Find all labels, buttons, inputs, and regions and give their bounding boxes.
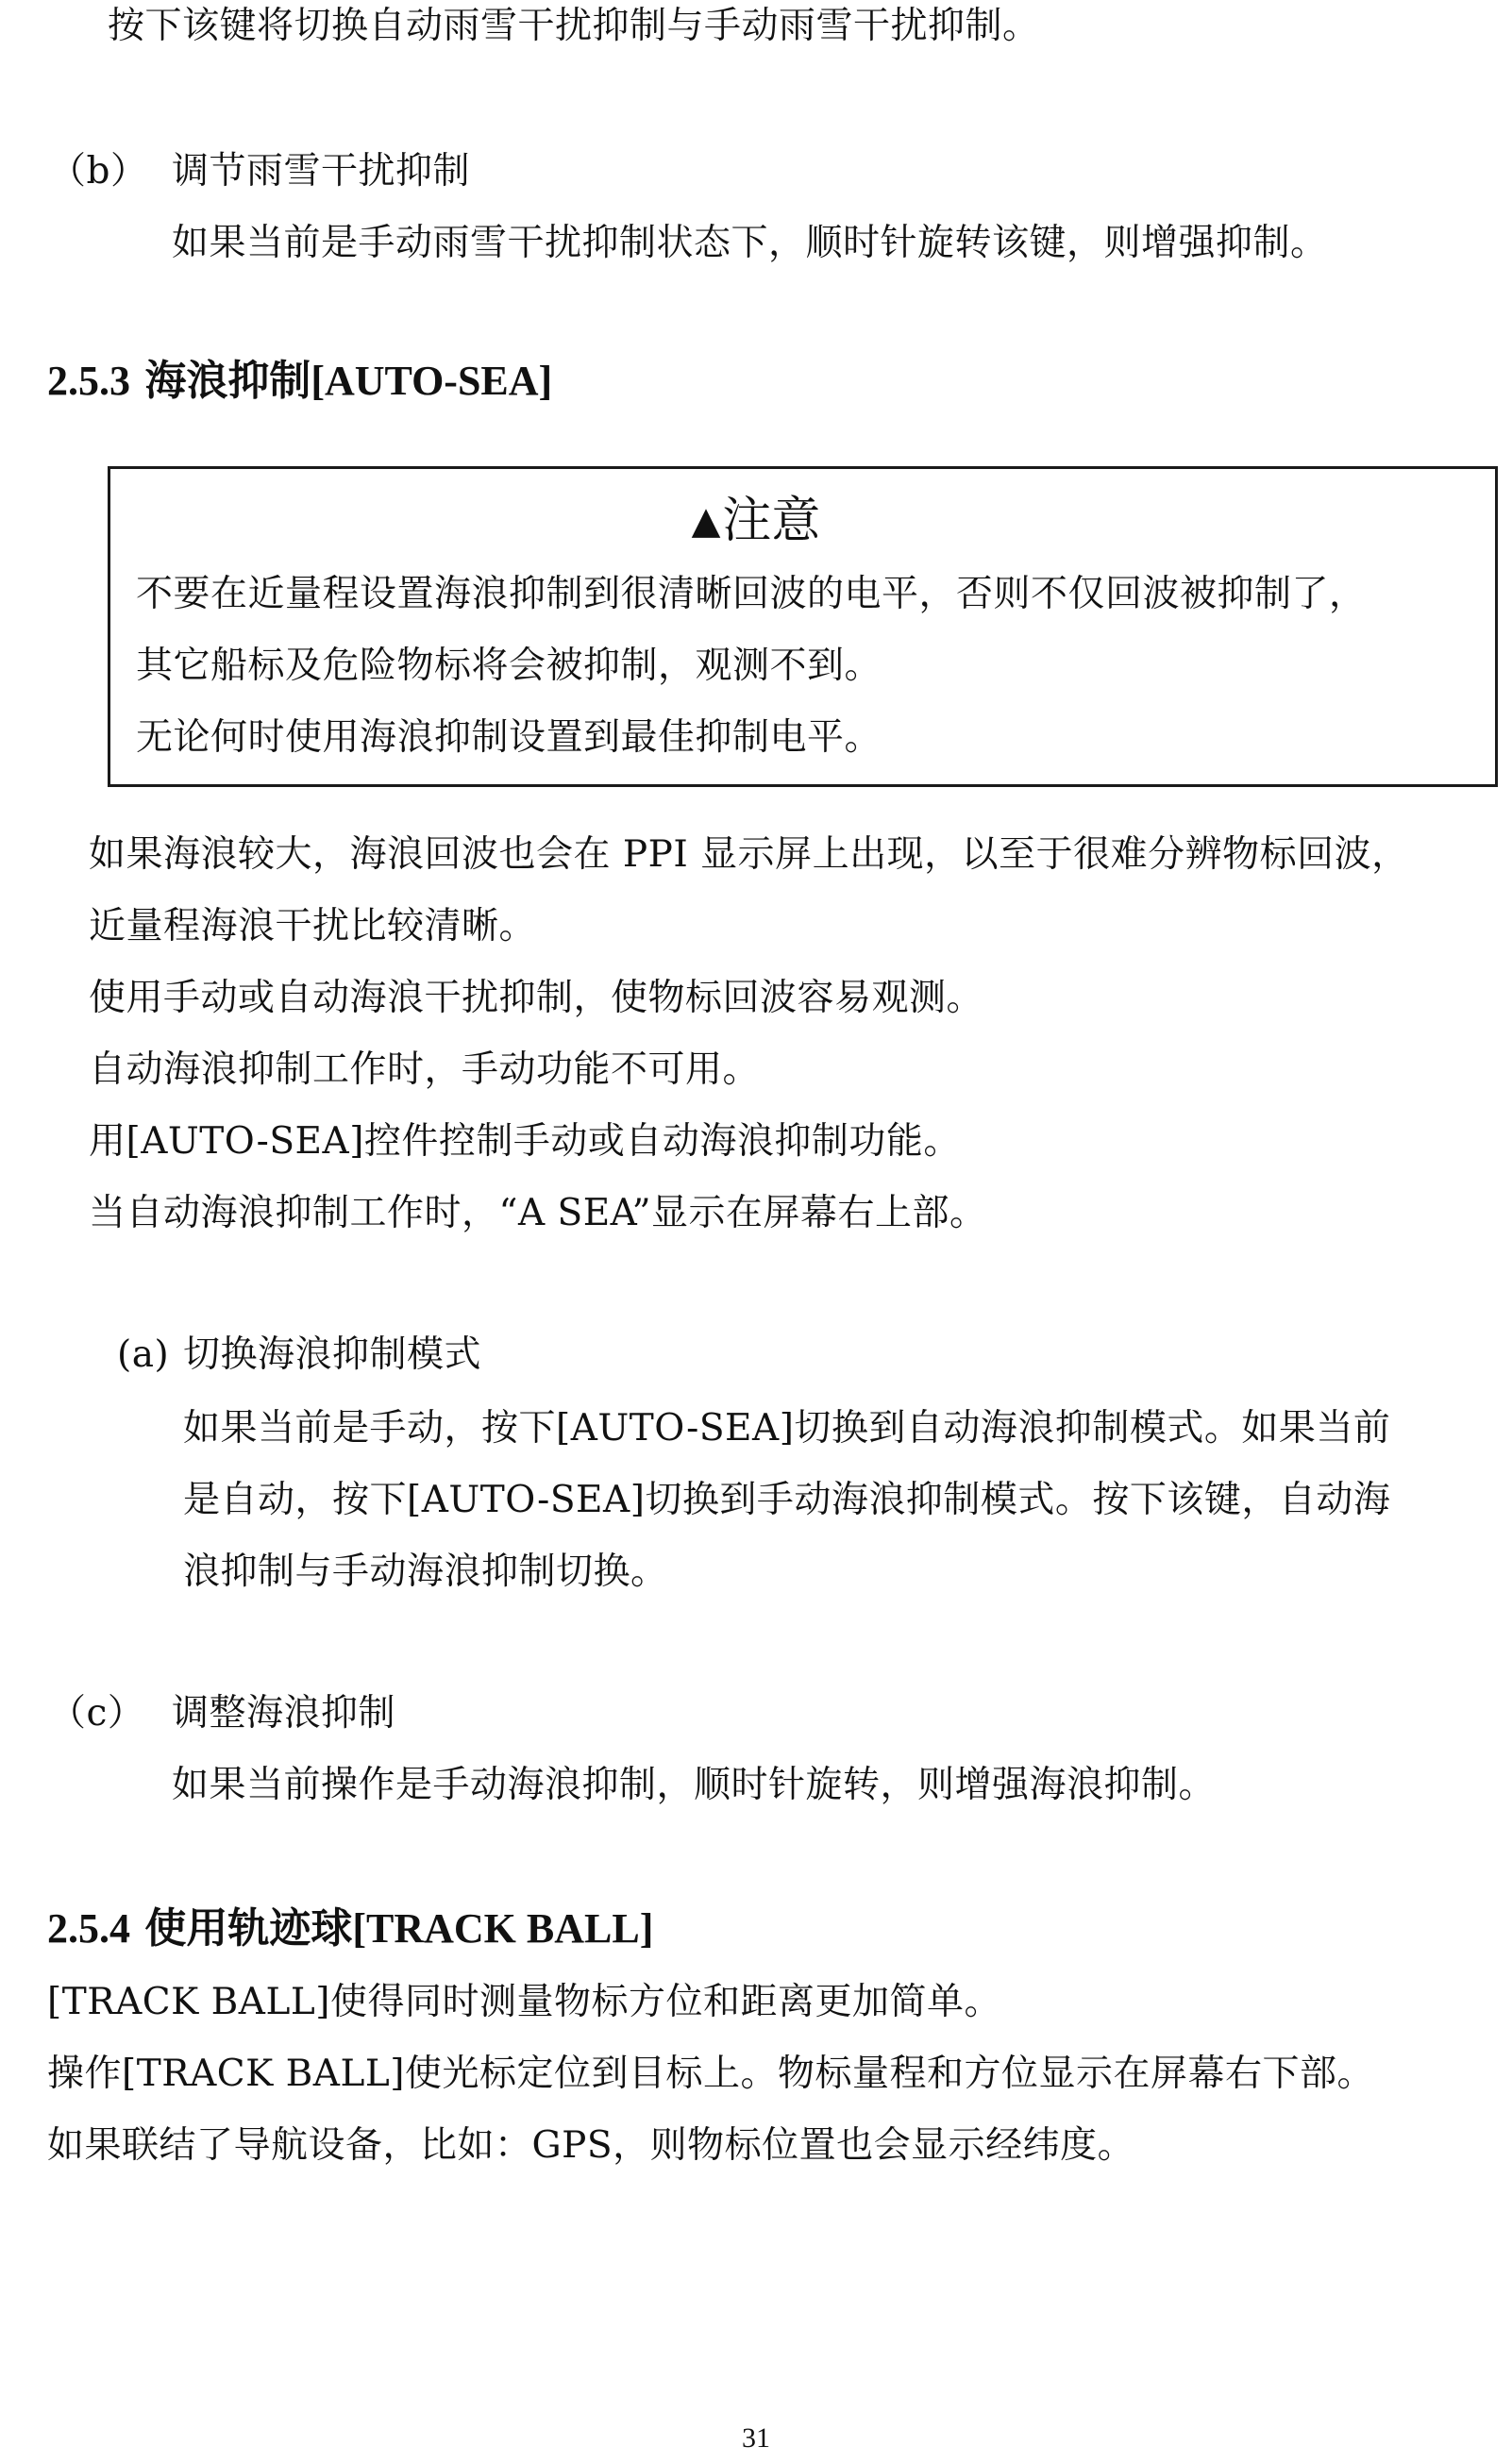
page-number: 31: [742, 2422, 770, 2454]
sea-paragraph-line: 用[AUTO-SEA]控件控制手动或自动海浪抑制功能。: [89, 1120, 961, 1163]
section-key: [AUTO-SEA]: [311, 358, 553, 404]
trackball-paragraph-line: [TRACK BALL]使得同时测量物标方位和距离更加简单。: [47, 1981, 1001, 2023]
sea-switch-label: (a): [117, 1333, 170, 1376]
trackball-paragraph-line: 操作[TRACK BALL]使光标定位到目标上。物标量程和方位显示在屏幕右下部。: [47, 2053, 1374, 2095]
sea-switch-line: 浪抑制与手动海浪抑制切换。: [183, 1550, 668, 1593]
notice-line: 其它船标及危险物标将会被抑制，观测不到。: [136, 645, 882, 687]
section-title: 海浪抑制: [144, 357, 311, 405]
sea-switch-line: 是自动，按下[AUTO-SEA]切换到手动海浪抑制模式。按下该键，自动海: [183, 1479, 1391, 1521]
sea-paragraph-line: 如果海浪较大，海浪回波也会在 PPI 显示屏上出现，以至于很难分辨物标回波，: [89, 833, 1409, 876]
section-title: 使用轨迹球: [144, 1904, 353, 1953]
sea-paragraph-line: 自动海浪抑制工作时，手动功能不可用。: [89, 1048, 761, 1091]
sea-adjust-label: （c）: [49, 1692, 145, 1735]
section-heading-2-5-3: [47, 359, 552, 404]
sea-paragraph-line: 近量程海浪干扰比较清晰。: [89, 905, 537, 947]
sea-paragraph-line: 使用手动或自动海浪干扰抑制，使物标回波容易观测。: [89, 977, 984, 1019]
notice-title: [0, 493, 1512, 549]
section-number: 2.5.4: [47, 1905, 130, 1952]
notice-line: 无论何时使用海浪抑制设置到最佳抑制电平。: [136, 716, 882, 759]
rain-adjust-title: 调节雨雪干扰抑制: [172, 150, 471, 193]
rain-adjust-text: 如果当前是手动雨雪干扰抑制状态下，顺时针旋转该键，则增强抑制。: [172, 222, 1328, 264]
rain-adjust-label: （b）: [49, 150, 148, 193]
notice-line: 不要在近量程设置海浪抑制到很清晰回波的电平，否则不仅回波被抑制了，: [136, 573, 1367, 615]
sea-switch-title: 切换海浪抑制模式: [183, 1333, 482, 1376]
intro-line: 按下该键将切换自动雨雪干扰抑制与手动雨雪干扰抑制。: [108, 5, 1040, 47]
sea-adjust-title: 调整海浪抑制: [172, 1692, 396, 1735]
sea-switch-line: 如果当前是手动，按下[AUTO-SEA]切换到自动海浪抑制模式。如果当前: [183, 1407, 1391, 1450]
warning-triangle-icon: ▲: [691, 499, 721, 543]
sea-adjust-text: 如果当前操作是手动海浪抑制，顺时针旋转，则增强海浪抑制。: [172, 1764, 1217, 1806]
section-number: 2.5.3: [47, 358, 130, 404]
section-key: [TRACK BALL]: [352, 1905, 654, 1952]
notice-title-text: 注意: [722, 493, 821, 549]
sea-paragraph-line: 当自动海浪抑制工作时，“A SEA”显示在屏幕右上部。: [89, 1192, 987, 1234]
trackball-paragraph-line: 如果联结了导航设备，比如：GPS，则物标位置也会显示经纬度。: [47, 2124, 1135, 2167]
section-heading-2-5-4: [47, 1906, 653, 1952]
